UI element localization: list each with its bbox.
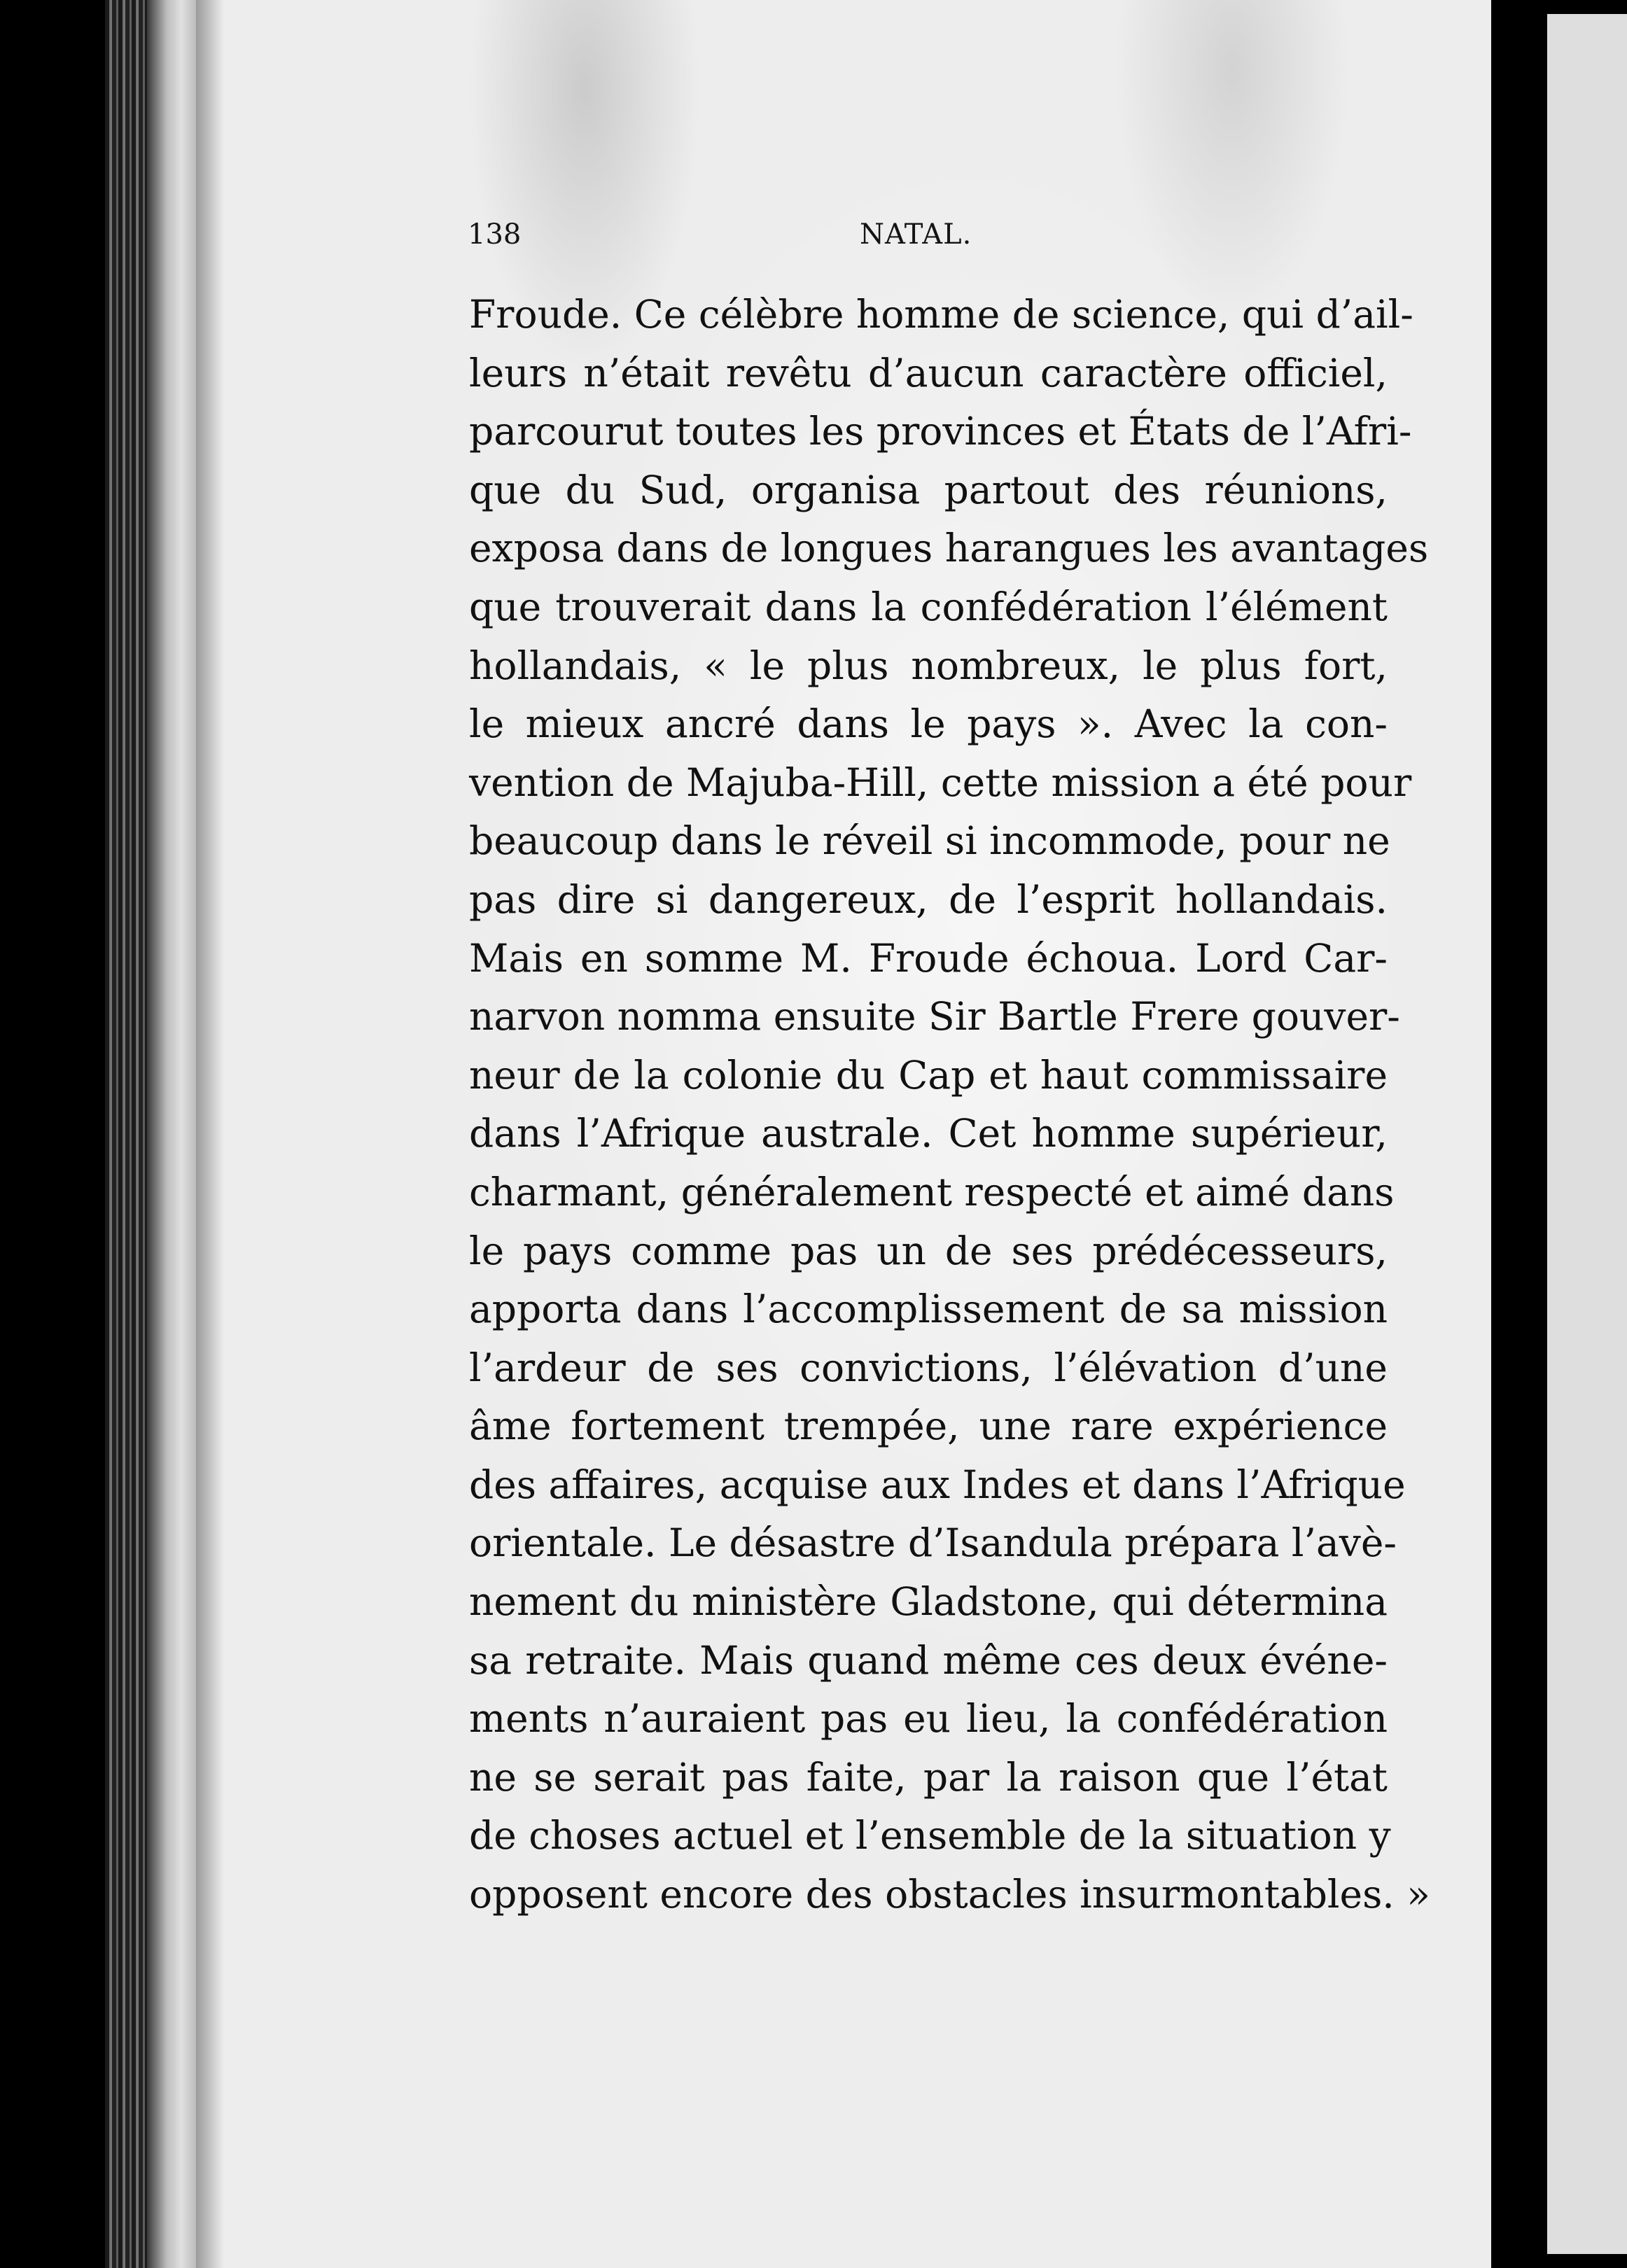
text-line: charmant, généralement respecté et aimé dans — [469, 1169, 1395, 1214]
text-line: l’ardeur de ses convictions, l’élévation d’une — [469, 1345, 1388, 1390]
text-line: ne se serait pas faite, par la raison que l’état — [469, 1754, 1388, 1800]
text-line: pas dire si dangereux, de l’esprit hollandais. — [469, 876, 1388, 922]
text-line: opposent encore des obstacles insurmontables. » — [469, 1872, 1430, 1917]
text-line: beaucoup dans le réveil si incommode, pour ne — [469, 818, 1390, 864]
text-line: narvon nomma ensuite Sir Bartle Frere gouver- — [469, 994, 1400, 1040]
text-line: le mieux ancré dans le pays ». Avec la con- — [469, 701, 1388, 747]
body-text — [469, 286, 1430, 1924]
text-line: nement du ministère Gladstone, qui détermina — [469, 1579, 1388, 1625]
page-header — [468, 218, 986, 258]
facing-page-edge — [1540, 14, 1627, 2254]
text-line: exposa dans de longues harangues les avantages — [469, 526, 1429, 571]
page-gutter-shadow — [196, 0, 224, 2268]
text-line: Mais en somme M. Froude échoua. Lord Car- — [469, 935, 1388, 981]
text-line: ments n’auraient pas eu lieu, la confédération — [469, 1696, 1388, 1742]
text-line: de choses actuel et l’ensemble de la situation y — [469, 1813, 1391, 1858]
text-line: le pays comme pas un de ses prédécesseurs, — [469, 1228, 1388, 1273]
text-line: âme fortement trempée, une rare expérience — [469, 1404, 1388, 1449]
text-line: leurs n’était revêtu d’aucun caractère officiel, — [469, 350, 1388, 396]
text-line: que trouverait dans la confédération l’élément — [469, 584, 1388, 629]
text-line: sa retraite. Mais quand même ces deux événe- — [469, 1637, 1388, 1683]
text-line: apporta dans l’accomplissement de sa mission — [469, 1287, 1388, 1332]
text-line: orientale. Le désastre d’Isandula prépara l’avè- — [469, 1520, 1397, 1566]
text-line: des affaires, acquise aux Indes et dans l’Afrique — [469, 1462, 1406, 1507]
book-edge-highlight — [147, 0, 196, 2268]
text-line: hollandais, « le plus nombreux, le plus fort, — [469, 643, 1388, 688]
text-line: neur de la colonie du Cap et haut commissaire — [469, 1052, 1388, 1098]
text-line: parcourut toutes les provinces et États de l’Afri- — [469, 409, 1412, 454]
text-line: dans l’Afrique australe. Cet homme supérieur, — [469, 1111, 1388, 1156]
text-line: Froude. Ce célèbre homme de science, qui d’ail- — [469, 292, 1413, 337]
running-head: NATAL. — [860, 218, 972, 251]
text-line: que du Sud, organisa partout des réunions, — [469, 467, 1388, 512]
text-line: vention de Majuba-Hill, cette mission a été pour — [469, 760, 1412, 805]
page-number: 138 — [468, 218, 522, 251]
